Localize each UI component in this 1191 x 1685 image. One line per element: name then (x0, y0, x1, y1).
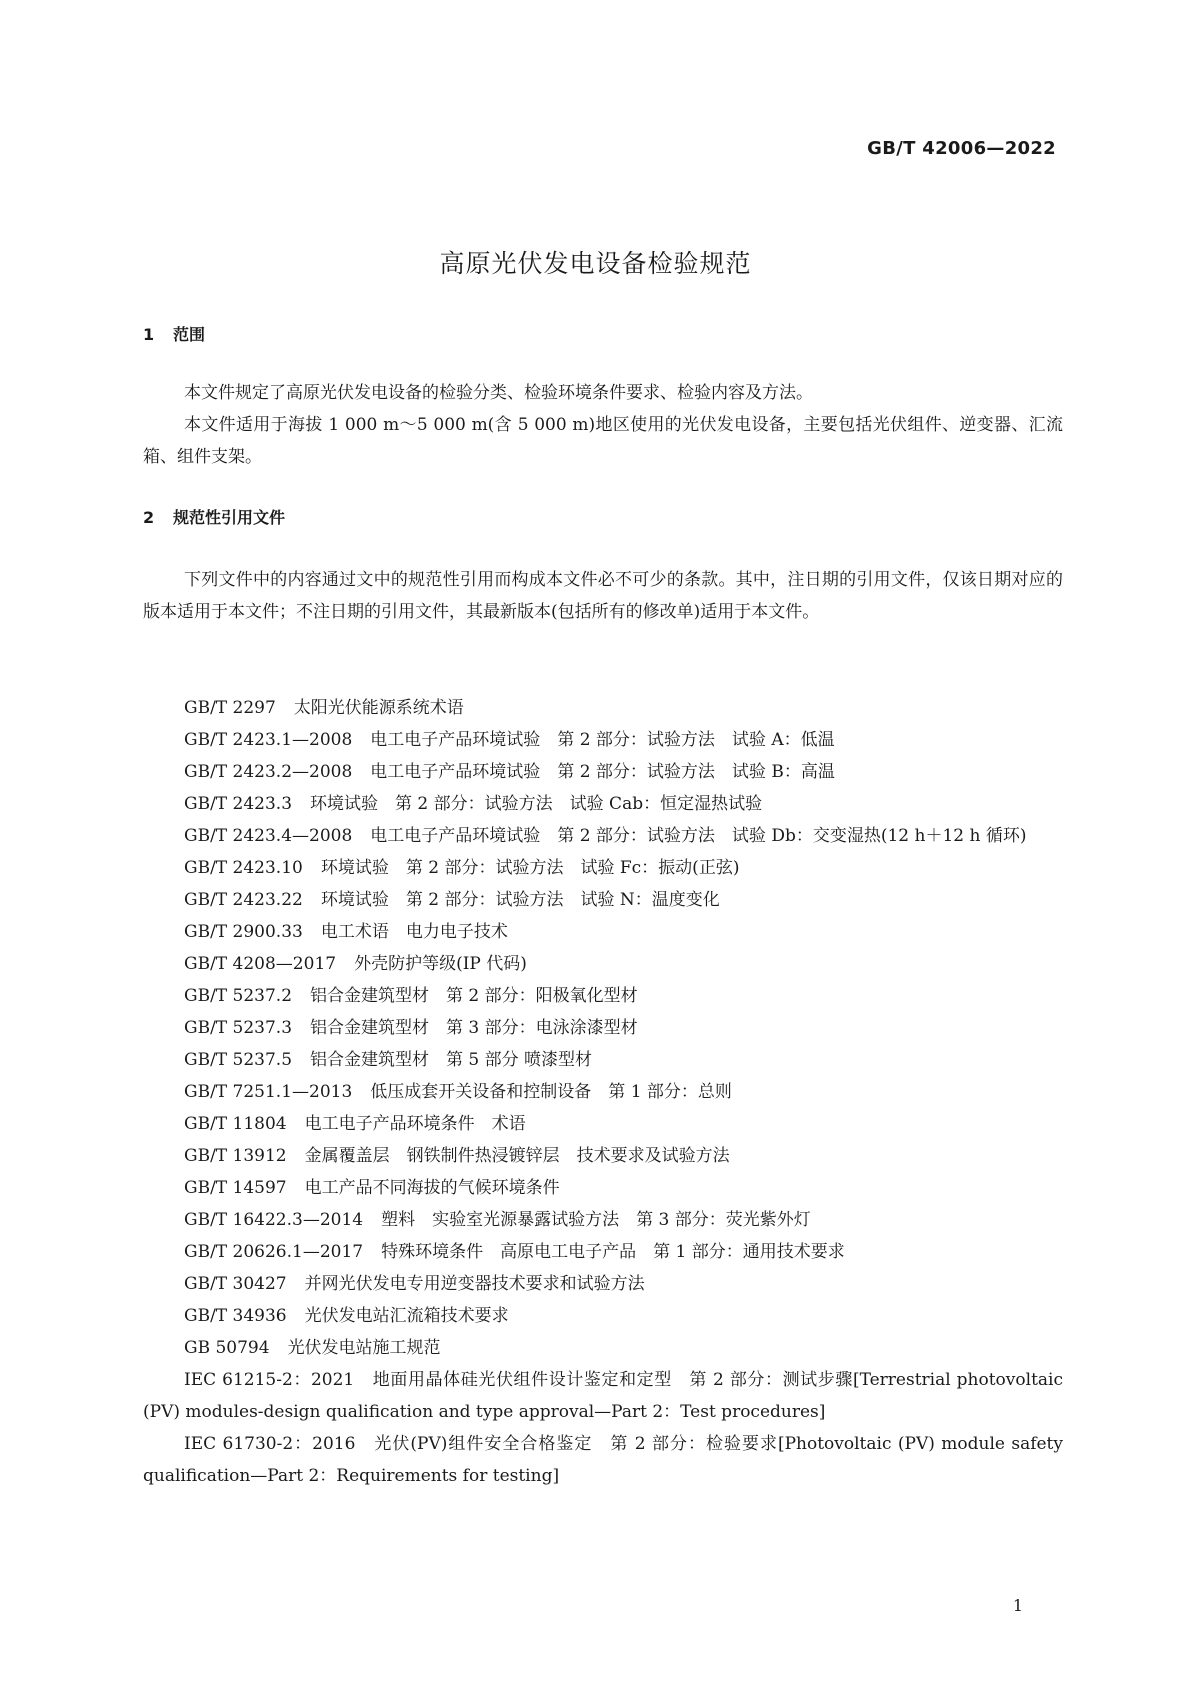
reference-code: GB/T 2423.3 (184, 794, 293, 814)
reference-code: GB/T 13912 (184, 1146, 287, 1166)
reference-item (143, 724, 1063, 756)
reference-title: 电工电子产品环境试验 第 2 部分：试验方法 试验 Db：交变湿热(12 h＋12 h 循环) (370, 826, 1027, 846)
reference-item (143, 1300, 1063, 1332)
reference-item (143, 1268, 1063, 1300)
page-number: 1 (1012, 1596, 1023, 1615)
reference-title: 光伏(PV)组件安全合格鉴定 第 2 部分：检验要求[Photovoltaic (PV) module safety qualification—Part 2：Requirements for testing] (143, 1434, 1063, 1486)
reference-item (143, 692, 1063, 724)
reference-item (143, 788, 1063, 820)
reference-title: 电工电子产品环境试验 第 2 部分：试验方法 试验 A：低温 (370, 730, 835, 750)
section-heading-scope (143, 322, 205, 345)
reference-item (143, 1044, 1063, 1076)
reference-item (143, 1172, 1063, 1204)
reference-title: 光伏发电站施工规范 (287, 1338, 441, 1358)
reference-title: 并网光伏发电专用逆变器技术要求和试验方法 (304, 1274, 645, 1294)
reference-title: 光伏发电站汇流箱技术要求 (304, 1306, 509, 1326)
reference-item (143, 1332, 1063, 1364)
reference-code: GB/T 5237.2 (184, 986, 293, 1006)
reference-title: 环境试验 第 2 部分：试验方法 试验 N：温度变化 (320, 890, 720, 910)
reference-item (143, 948, 1063, 980)
reference-item (143, 1076, 1063, 1108)
reference-title: 地面用晶体硅光伏组件设计鉴定和定型 第 2 部分：测试步骤[Terrestrial photovoltaic (PV) modules-design qualification and type approval—Part 2：Test procedures] (143, 1370, 1063, 1422)
reference-code: GB/T 30427 (184, 1274, 287, 1294)
reference-code: GB/T 2423.1—2008 (184, 730, 353, 750)
reference-title: 铝合金建筑型材 第 3 部分：电泳涂漆型材 (310, 1018, 638, 1038)
standard-code: GB/T 42006—2022 (867, 138, 1056, 159)
reference-code: IEC 61730-2：2016 (184, 1434, 356, 1454)
reference-item (143, 1108, 1063, 1140)
reference-item (143, 852, 1063, 884)
reference-list (143, 692, 1063, 1492)
normative-references-intro: 下列文件中的内容通过文中的规范性引用而构成本文件必不可少的条款。其中，注日期的引用文件，仅该日期对应的版本适用于本文件；不注日期的引用文件，其最新版本(包括所有的修改单)适用于本文件。 (143, 570, 1063, 622)
reference-item (143, 1364, 1063, 1428)
reference-code: GB/T 14597 (184, 1178, 287, 1198)
reference-code: GB/T 11804 (184, 1114, 287, 1134)
reference-title: 电工术语 电力电子技术 (320, 922, 508, 942)
reference-item (143, 1140, 1063, 1172)
section-title: 范围 (173, 325, 206, 344)
reference-code: GB/T 2297 (184, 698, 276, 718)
section-number: 1 (143, 325, 155, 344)
reference-item (143, 980, 1063, 1012)
reference-code: GB/T 16422.3—2014 (184, 1210, 364, 1230)
reference-code: GB/T 2423.10 (184, 858, 303, 878)
reference-item (143, 916, 1063, 948)
reference-title: 电工电子产品环境条件 术语 (304, 1114, 526, 1134)
reference-title: 低压成套开关设备和控制设备 第 1 部分：总则 (370, 1082, 732, 1102)
reference-code: GB/T 2900.33 (184, 922, 303, 942)
reference-item (143, 756, 1063, 788)
reference-code: IEC 61215-2：2021 (184, 1370, 355, 1390)
reference-code: GB/T 5237.3 (184, 1018, 293, 1038)
reference-item (143, 1428, 1063, 1492)
reference-item (143, 1236, 1063, 1268)
reference-title: 铝合金建筑型材 第 2 部分：阳极氧化型材 (310, 986, 638, 1006)
reference-title: 电工产品不同海拔的气候环境条件 (304, 1178, 560, 1198)
reference-item (143, 1204, 1063, 1236)
reference-code: GB/T 2423.22 (184, 890, 303, 910)
section-title: 规范性引用文件 (173, 508, 286, 527)
document-title: 高原光伏发电设备检验规范 (439, 249, 752, 278)
reference-title: 铝合金建筑型材 第 5 部分 喷漆型材 (310, 1050, 593, 1070)
reference-item (143, 820, 1063, 852)
section-heading-normative-references (143, 505, 285, 528)
reference-code: GB/T 2423.4—2008 (184, 826, 353, 846)
reference-title: 金属覆盖层 钢铁制件热浸镀锌层 技术要求及试验方法 (304, 1146, 730, 1166)
reference-item (143, 884, 1063, 916)
reference-title: 塑料 实验室光源暴露试验方法 第 3 部分：荧光紫外灯 (381, 1210, 811, 1230)
scope-paragraph-1: 本文件规定了高原光伏发电设备的检验分类、检验环境条件要求、检验内容及方法。 (184, 383, 813, 403)
reference-code: GB/T 4208—2017 (184, 954, 337, 974)
reference-title: 太阳光伏能源系统术语 (293, 698, 464, 718)
reference-item (143, 1012, 1063, 1044)
reference-code: GB/T 34936 (184, 1306, 287, 1326)
reference-code: GB/T 5237.5 (184, 1050, 293, 1070)
reference-title: 环境试验 第 2 部分：试验方法 试验 Fc：振动(正弦) (320, 858, 740, 878)
reference-title: 特殊环境条件 高原电工电子产品 第 1 部分：通用技术要求 (381, 1242, 845, 1262)
scope-paragraph-2: 本文件适用于海拔 1 000 m～5 000 m(含 5 000 m)地区使用的光伏发电设备，主要包括光伏组件、逆变器、汇流箱、组件支架。 (143, 415, 1063, 467)
reference-code: GB/T 2423.2—2008 (184, 762, 353, 782)
reference-code: GB 50794 (184, 1338, 270, 1358)
reference-code: GB/T 7251.1—2013 (184, 1082, 353, 1102)
reference-title: 电工电子产品环境试验 第 2 部分：试验方法 试验 B：高温 (370, 762, 835, 782)
reference-title: 外壳防护等级(IP 代码) (354, 954, 527, 974)
section-number: 2 (143, 508, 155, 527)
reference-code: GB/T 20626.1—2017 (184, 1242, 364, 1262)
reference-title: 环境试验 第 2 部分：试验方法 试验 Cab：恒定湿热试验 (310, 794, 763, 814)
